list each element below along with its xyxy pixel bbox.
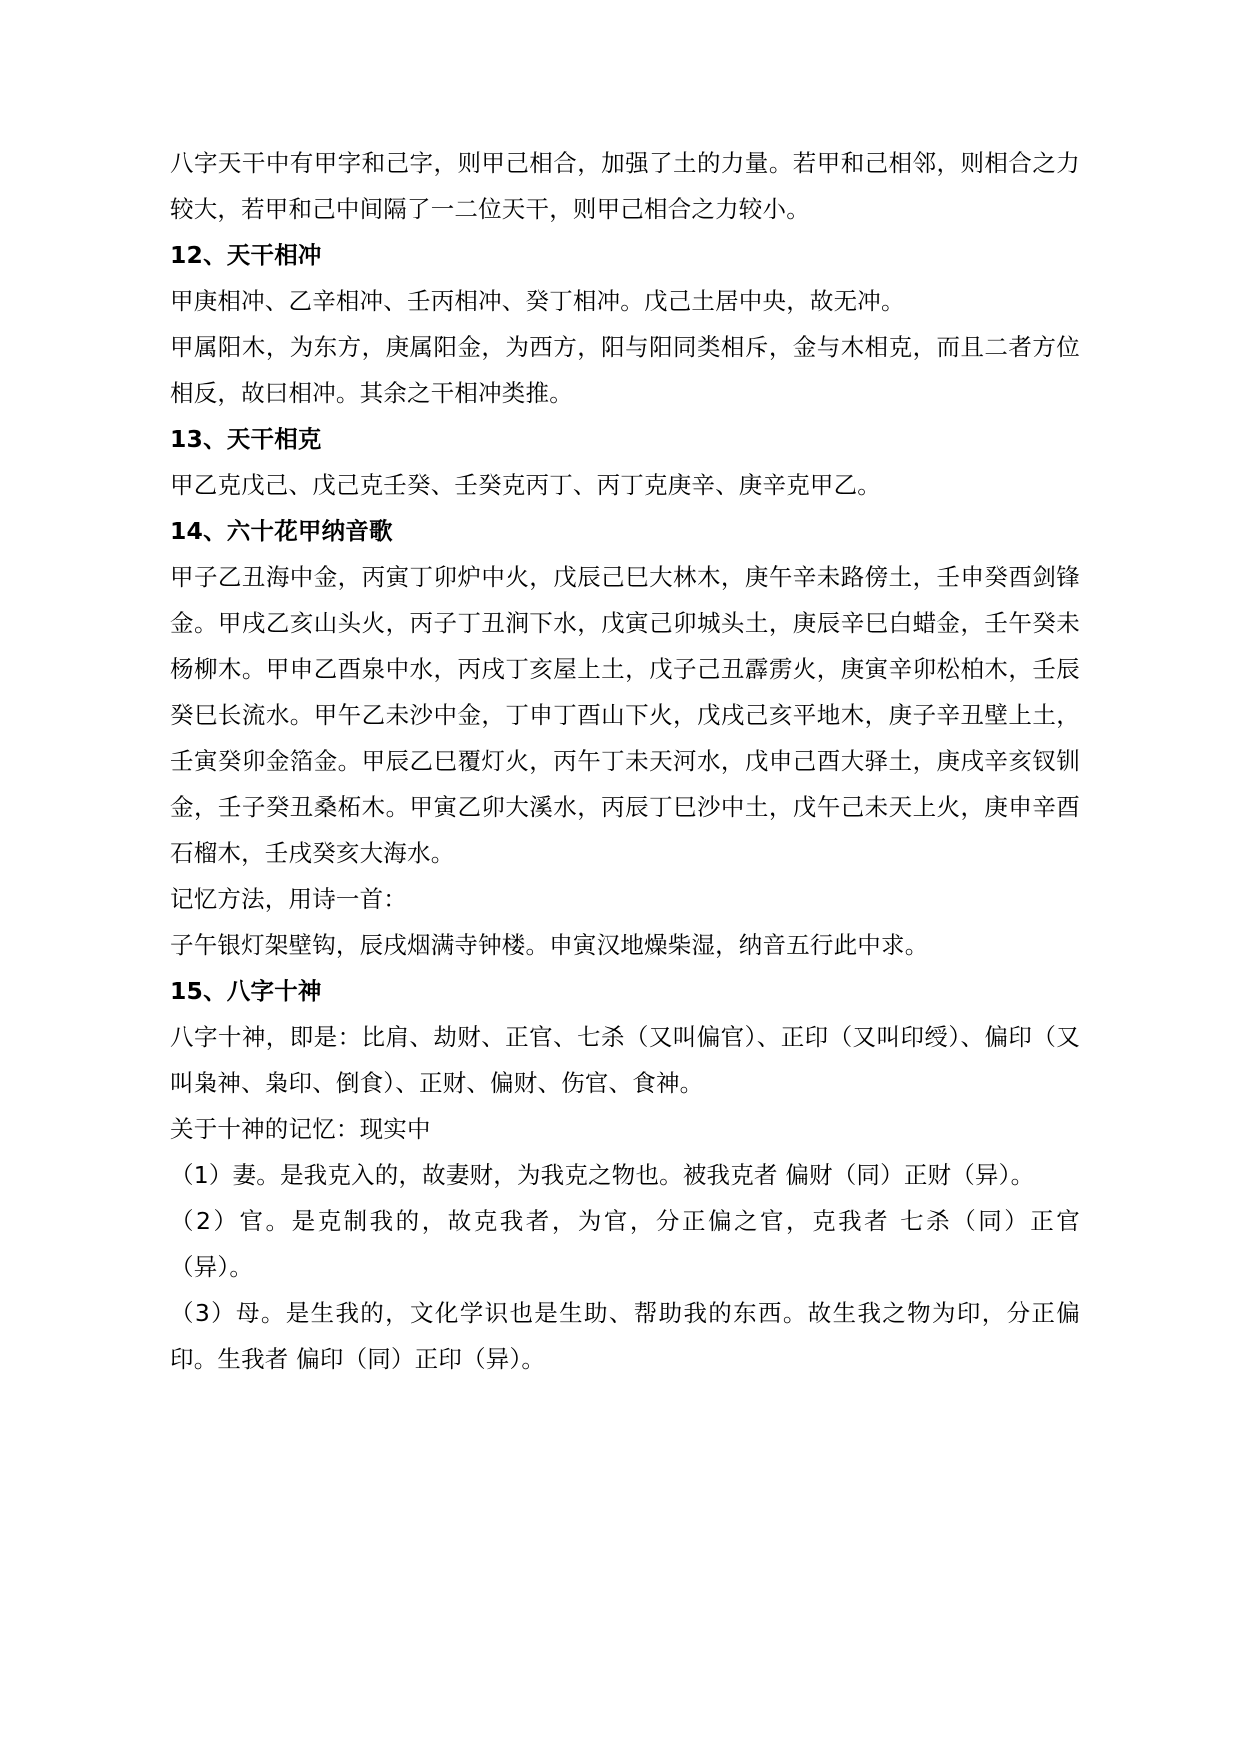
section-heading: 14、六十花甲纳音歌 [170, 517, 393, 545]
paragraph: 关于十神的记忆：现实中 [170, 1115, 431, 1143]
list-item: （1）妻。是我克入的，故妻财，为我克之物也。被我克者 偏财（同）正财（异）。 [170, 1161, 1035, 1189]
paragraph: 八字十神，即是：比肩、劫财、正官、七杀（又叫偏官）、正印（又叫印绶）、偏印（又叫枭神、枭印、倒食）、正财、偏财、伤官、食神。 [170, 1023, 1080, 1097]
section-heading: 15、八字十神 [170, 977, 322, 1005]
list-item: （2）官。是克制我的，故克我者，为官，分正偏之官，克我者 七杀（同）正官（异）。 [170, 1207, 1080, 1281]
paragraph: 甲子乙丑海中金，丙寅丁卯炉中火，戊辰己巳大林木，庚午辛未路傍土，壬申癸酉剑锋金。甲戌乙亥山头火，丙子丁丑涧下水，戊寅己卯城头土，庚辰辛巳白蜡金，壬午癸未杨柳木。甲申乙酉泉中水，丙戌丁亥屋上土，戊子己丑霹雳火，庚寅辛卯松柏木，壬辰癸巳长流水。甲午乙未沙中金，丁申丁酉山下火，戊戌己亥平地木，庚子辛丑壁上土，壬寅癸卯金箔金。甲辰乙巳覆灯火，丙午丁未天河水，戊申己酉大驿土，庚戌辛亥钗钏金，壬子癸丑桑柘木。甲寅乙卯大溪水，丙辰丁巳沙中土，戊午己未天上火，庚申辛酉石榴木，壬戌癸亥大海水。 [170, 563, 1080, 867]
paragraph: 甲乙克戊己、戊己克壬癸、壬癸克丙丁、丙丁克庚辛、庚辛克甲乙。 [170, 471, 881, 499]
paragraph: 甲庚相冲、乙辛相冲、壬丙相冲、癸丁相冲。戊己土居中央，故无冲。 [170, 287, 905, 315]
paragraph: 记忆方法，用诗一首： [170, 885, 407, 913]
paragraph: 子午银灯架壁钩，辰戌烟满寺钟楼。申寅汉地燥柴湿，纳音五行此中求。 [170, 931, 929, 959]
list-item: （3）母。是生我的，文化学识也是生助、帮助我的东西。故生我之物为印，分正偏印。生我者 偏印（同）正印（异）。 [170, 1299, 1080, 1373]
section-heading: 13、天干相克 [170, 425, 322, 453]
section-heading: 12、天干相冲 [170, 241, 322, 269]
paragraph: 八字天干中有甲字和己字，则甲己相合，加强了土的力量。若甲和己相邻，则相合之力较大，若甲和己中间隔了一二位天干，则甲己相合之力较小。 [170, 149, 1080, 223]
document-body [170, 140, 1080, 1382]
paragraph: 甲属阳木，为东方，庚属阳金，为西方，阳与阳同类相斥，金与木相克，而且二者方位相反，故曰相冲。其余之干相冲类推。 [170, 333, 1080, 407]
